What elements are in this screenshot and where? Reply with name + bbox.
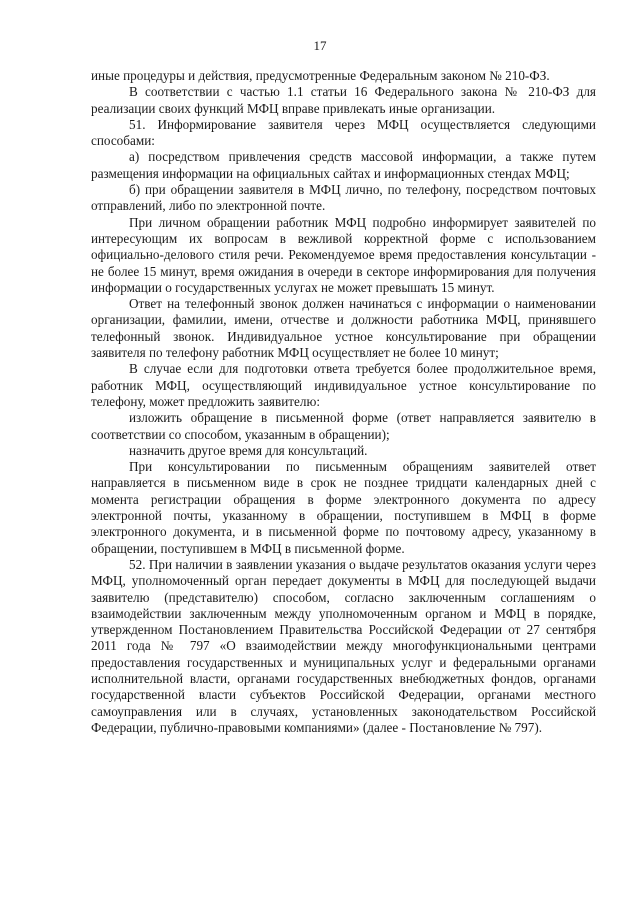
page-number: 17: [313, 38, 327, 53]
paragraph-other-time-option: назначить другое время для консультаций.: [129, 442, 368, 458]
paragraph-personal-visit: При личном обращении работник МФЦ подробно информирует заявителей по интересующим их вопросам в вежливой корректной форме с использованием официально-делового стиля речи. Рекомендуемое время предоставления консультации - не более 15 минут, время ожидания в очереди в секторе информирования для получения информации о государственных услугах не может превышать 15 минут.: [91, 214, 596, 295]
paragraph-mfc-organizations: В соответствии с частью 1.1 статьи 16 Федерального закона № 210-ФЗ для реализации своих функций МФЦ вправе привлекать иные организации.: [91, 84, 596, 116]
paragraph-continuation: иные процедуры и действия, предусмотренные Федеральным законом № 210-ФЗ.: [91, 68, 550, 83]
paragraph-longer-preparation: В случае если для подготовки ответа требуется более продолжительное время, работник МФЦ, осуществляющий индивидуальное устное консультирование по телефону, может предложить заявителю:: [91, 361, 596, 409]
paragraph-item-51-a: а) посредством привлечения средств массовой информации, а также путем размещения информации на официальных сайтах и информационных стендах МФЦ;: [91, 149, 596, 181]
document-body: [91, 68, 596, 736]
paragraph-phone-call: Ответ на телефонный звонок должен начинаться с информации о наименовании организации, фамилии, имени, отчестве и должности работника МФЦ, принявшего телефонный звонок. Индивидуальное устное консультирование при обращении заявителя по телефону работник МФЦ осуществляет не более 10 минут;: [91, 296, 596, 361]
paragraph-item-51-b: б) при обращении заявителя в МФЦ лично, по телефону, посредством почтовых отправлений, либо по электронной почте.: [91, 182, 596, 214]
paragraph-item-52: 52. При наличии в заявлении указания о выдаче результатов оказания услуги через МФЦ, уполномоченный орган передает документы в МФЦ для последующей выдачи заявителю (представителю) способом, согласно заключенным соглашениям о взаимодействии заключенным между уполномоченным органом и МФЦ в порядке, утвержденном Постановлением Правительства Российской Федерации от 27 сентября 2011 года № 797 «О взаимодействии между многофункциональными центрами предоставления государственных и муниципальных услуг и федеральными органами исполнительной власти, органами государственных внебюджетных фондов, органами государственной власти субъектов Российской Федерации, органами местного самоуправления или в случаях, установленных законодательством Российской Федерации, публично-правовыми компаниями» (далее - Постановление № 797).: [91, 556, 596, 735]
paragraph-item-51: 51. Информирование заявителя через МФЦ осуществляется следующими способами:: [91, 116, 596, 149]
paragraph-written-requests: При консультировании по письменным обращениям заявителей ответ направляется в письменном виде в срок не позднее тридцати календарных дней с момента регистрации обращения в форме электронного документа по адресу электронной почты, указанному в обращении, поступившем в МФЦ в форме электронного документа, и в письменной форме по почтовому адресу, указанному в обращении, поступившем в МФЦ в письменной форме.: [91, 459, 596, 556]
paragraph-written-form-option: изложить обращение в письменной форме (ответ направляется заявителю в соответствии со способом, указанным в обращении);: [91, 410, 596, 442]
